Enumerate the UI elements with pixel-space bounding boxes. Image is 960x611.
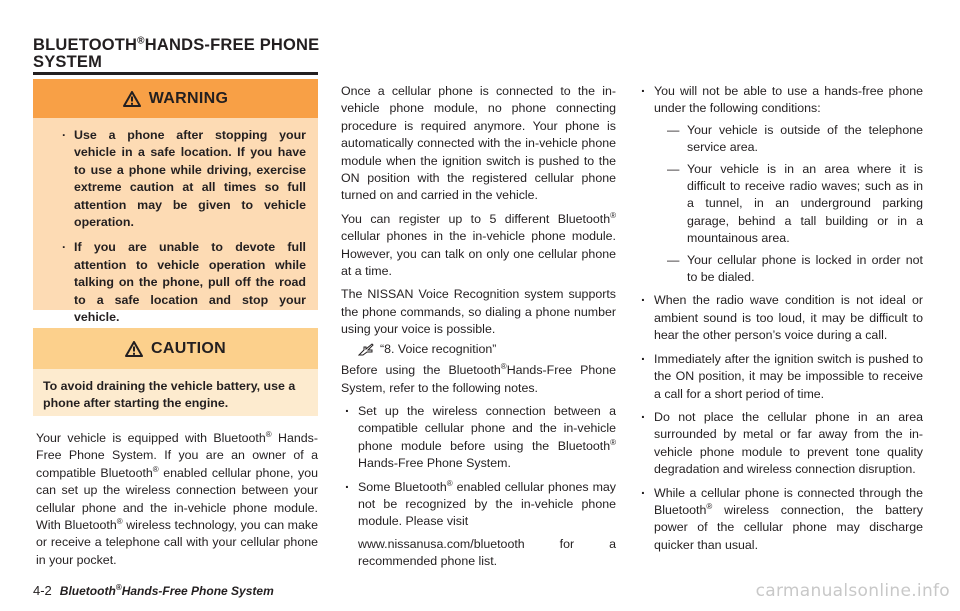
list-item: . Some Bluetooth® enabled cellular phones may not be recognized by the in-vehicle phone module. Please visit www.nissanusa.com/bluetooth for a recommended phone list. [341, 479, 616, 571]
notes-list [341, 403, 616, 571]
watermark: carmanualsonline.info [755, 581, 950, 601]
warning-box [33, 79, 318, 325]
warning-header [33, 79, 318, 118]
warning-item: . If you are unable to devote full attention to vehicle operation while talking on the phone, pull off the road to a safe location and stop your vehicle. [33, 239, 306, 326]
column-3 [637, 83, 923, 560]
page-footer [33, 583, 274, 598]
caution-text: To avoid draining the vehicle battery, use a phone after starting the engine. [43, 379, 296, 411]
website-text: www.nissanusa.com/bluetooth for a recommended phone list. [358, 536, 616, 569]
warning-label: WARNING [148, 89, 229, 107]
conditions-list [637, 83, 923, 554]
warning-item: . Use a phone after stopping your vehicle in a safe location. If you have to use a phone while driving, exercise extreme caution at all times so full attention may be given to vehicle operation. [33, 127, 306, 231]
warning-list [33, 127, 318, 326]
reference-label[interactable]: “8. Voice recognition” [380, 341, 497, 356]
sub-item: — Your cellular phone is locked in order not to be dialed. [654, 252, 923, 287]
sub-item: — Your vehicle is in an area where it is difficult to receive radio waves; such as in a tunnel, in an underground parking garage, behind a tall building or in a mountainous area. [654, 161, 923, 248]
column-2 [341, 83, 616, 577]
list-item: . Do not place the cellular phone in an area surrounded by metal or far away from the in-vehicle phone module to prevent tone quality degradation and wireless connection disruption. [637, 409, 923, 479]
list-item: . Immediately after the ignition switch is pushed to the ON position, it may be impossible to receive a call for a short period of time. [637, 351, 923, 403]
intro-paragraph: Your vehicle is equipped with Bluetooth® Hands-Free Phone System. If you are an owner of a compatible Bluetooth® enabled cellular phone, you can set up the wireless connection between your cellular phone and the in-vehicle phone module. With Bluetooth® wireless technology, you can make or receive a telephone call with your cellular phone in your pocket. [36, 429, 318, 567]
paragraph: Before using the Bluetooth®Hands-Free Phone System, refer to the following notes. [341, 361, 616, 395]
paragraph: You can register up to 5 different Bluetooth® cellular phones in the in-vehicle phone module. However, you can talk on only one cellular phone at a time. [341, 210, 616, 279]
list-item: . Set up the wireless connection between a compatible cellular phone and the in-vehicle phone module before using the Bluetooth® Hands-Free Phone System. [341, 403, 616, 473]
warning-triangle-icon [123, 91, 141, 107]
caution-label: CAUTION [151, 339, 226, 357]
footer-title: Bluetooth®Hands-Free Phone System [59, 583, 274, 598]
list-item: . When the radio wave condition is not ideal or ambient sound is too loud, it may be difficult to hear the other person’s voice during a call. [637, 292, 923, 344]
section-title: BLUETOOTH®HANDS-FREE PHONE SYSTEM [33, 35, 320, 71]
paragraph: The NISSAN Voice Recognition system supports the phone commands, so dialing a phone number using your voice is possible. [341, 287, 616, 337]
page-number: 4-2 [33, 583, 52, 598]
pointing-hand-icon [358, 343, 374, 356]
caution-box [33, 328, 318, 416]
cross-reference[interactable] [341, 341, 616, 358]
title-rule [33, 72, 318, 75]
paragraph: Once a cellular phone is connected to the in-vehicle phone module, no phone connecting procedure is required anymore. Your phone is automatically connected with the in-vehicle phone module when the ignition switch is pushed to the ON position with the registered cellular phone turned on and carried in the vehicle. [341, 84, 616, 203]
sub-list [654, 122, 923, 287]
warning-triangle-icon [125, 341, 143, 357]
list-item: . You will not be able to use a hands-free phone under the following conditions: — Your vehicle is outside of the telephone service area. — Your vehicle is in an area where it is difficult to receive radio waves; such as in a tunnel, in an underground parking garage, behind a tall building or in a mountainous area. — Your cellular phone is locked in order not to be dialed. [637, 83, 923, 286]
list-item: . While a cellular phone is connected through the Bluetooth® wireless connection, the battery power of the cellular phone may discharge quicker than usual. [637, 485, 923, 555]
sub-item: — Your vehicle is outside of the telephone service area. [654, 122, 923, 157]
caution-header [33, 328, 318, 369]
